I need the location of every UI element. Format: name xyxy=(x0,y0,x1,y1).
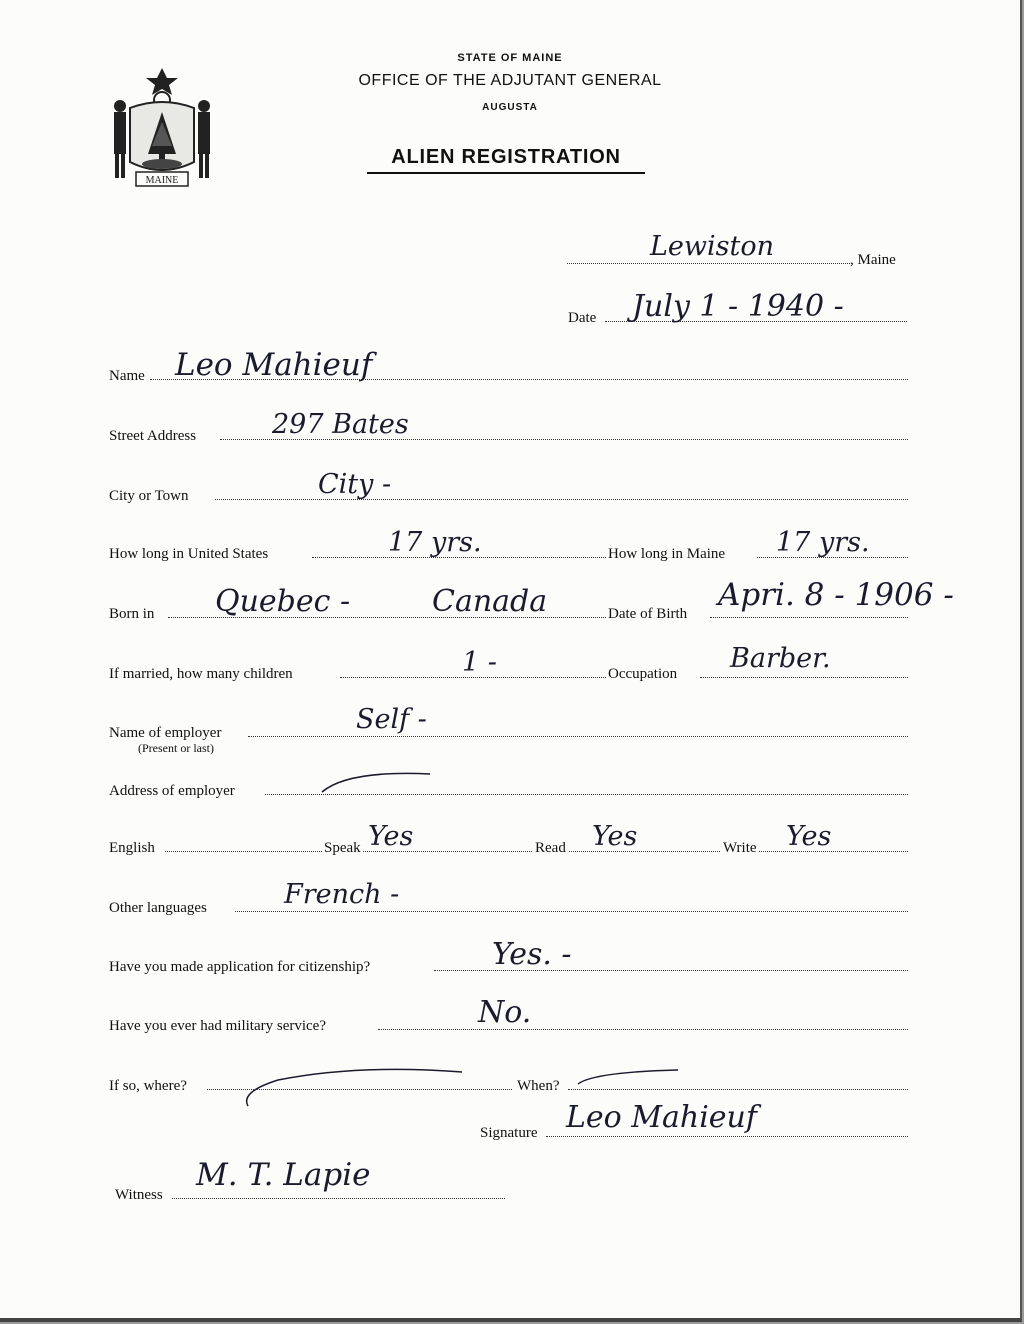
children-entry: 1 - xyxy=(462,647,497,678)
speak-label: Speak xyxy=(324,840,361,856)
how-long-us-label: How long in United States xyxy=(109,546,269,562)
occupation-line xyxy=(700,677,908,678)
street-address-entry: 297 Bates xyxy=(272,409,409,440)
employer-line xyxy=(248,736,908,737)
signature-line xyxy=(546,1136,908,1137)
city-entry: City - xyxy=(318,469,392,500)
signature-entry: Leo Mahieuf xyxy=(566,1100,757,1135)
other-languages-label: Other languages xyxy=(109,900,207,916)
write-label: Write xyxy=(723,840,757,856)
name-entry: Leo Mahieuf xyxy=(175,347,373,383)
date-of-birth-label: Date of Birth xyxy=(608,606,688,622)
speak-entry: Yes xyxy=(368,821,414,852)
write-entry: Yes xyxy=(786,821,832,852)
occupation-entry: Barber. xyxy=(730,643,831,674)
military-line xyxy=(378,1029,908,1030)
employer-sublabel: (Present or last) xyxy=(138,741,214,755)
street-address-label: Street Address xyxy=(109,428,197,444)
witness-entry: M. T. Lapie xyxy=(196,1157,371,1193)
born-in-entry-country: Canada xyxy=(432,584,548,619)
town-entry: Lewiston xyxy=(650,231,775,262)
svg-text:MAINE: MAINE xyxy=(145,175,179,186)
children-label: If married, how many children xyxy=(109,666,293,682)
witness-label: Witness xyxy=(115,1187,163,1203)
where-label: If so, where? xyxy=(109,1078,187,1094)
header-state: STATE OF MAINE xyxy=(457,52,563,64)
citizenship-entry: Yes. - xyxy=(492,937,572,972)
employer-address-label: Address of employer xyxy=(109,783,235,799)
other-languages-entry: French - xyxy=(284,879,400,910)
how-long-us-entry: 17 yrs. xyxy=(388,527,482,558)
military-entry: No. xyxy=(478,995,532,1030)
when-label: When? xyxy=(517,1078,560,1094)
born-in-entry-country-region: Quebec - xyxy=(215,584,351,619)
when-line xyxy=(568,1089,908,1090)
date-entry: July 1 - 1940 - xyxy=(632,289,844,324)
form-title: ALIEN REGISTRATION xyxy=(367,146,645,174)
other-languages-line xyxy=(235,911,908,912)
read-entry: Yes xyxy=(592,821,638,852)
witness-line xyxy=(172,1198,505,1199)
how-long-maine-label: How long in Maine xyxy=(608,546,726,562)
name-label: Name xyxy=(109,368,145,384)
employer-address-dash-mark xyxy=(318,766,438,796)
header-city: AUGUSTA xyxy=(482,102,538,113)
town-suffix-label: , Maine xyxy=(850,252,896,268)
read-label: Read xyxy=(535,840,566,856)
when-dash-mark xyxy=(574,1064,684,1088)
military-label: Have you ever had military service? xyxy=(109,1018,326,1034)
date-label: Date xyxy=(568,310,597,326)
employer-label: Name of employer xyxy=(109,725,222,741)
citizenship-label: Have you made application for citizenship? xyxy=(109,959,371,975)
english-label: English xyxy=(109,840,155,856)
date-of-birth-entry: Apri. 8 - 1906 - xyxy=(718,577,954,613)
where-dash-mark xyxy=(238,1062,468,1110)
born-in-label: Born in xyxy=(109,606,155,622)
header-office: OFFICE OF THE ADJUTANT GENERAL xyxy=(358,72,662,89)
how-long-maine-entry: 17 yrs. xyxy=(776,527,870,558)
employer-entry: Self - xyxy=(356,704,427,735)
occupation-label: Occupation xyxy=(608,666,678,682)
signature-label: Signature xyxy=(480,1125,538,1141)
town-line xyxy=(567,263,852,264)
date-of-birth-line xyxy=(710,617,908,618)
city-label: City or Town xyxy=(109,488,189,504)
